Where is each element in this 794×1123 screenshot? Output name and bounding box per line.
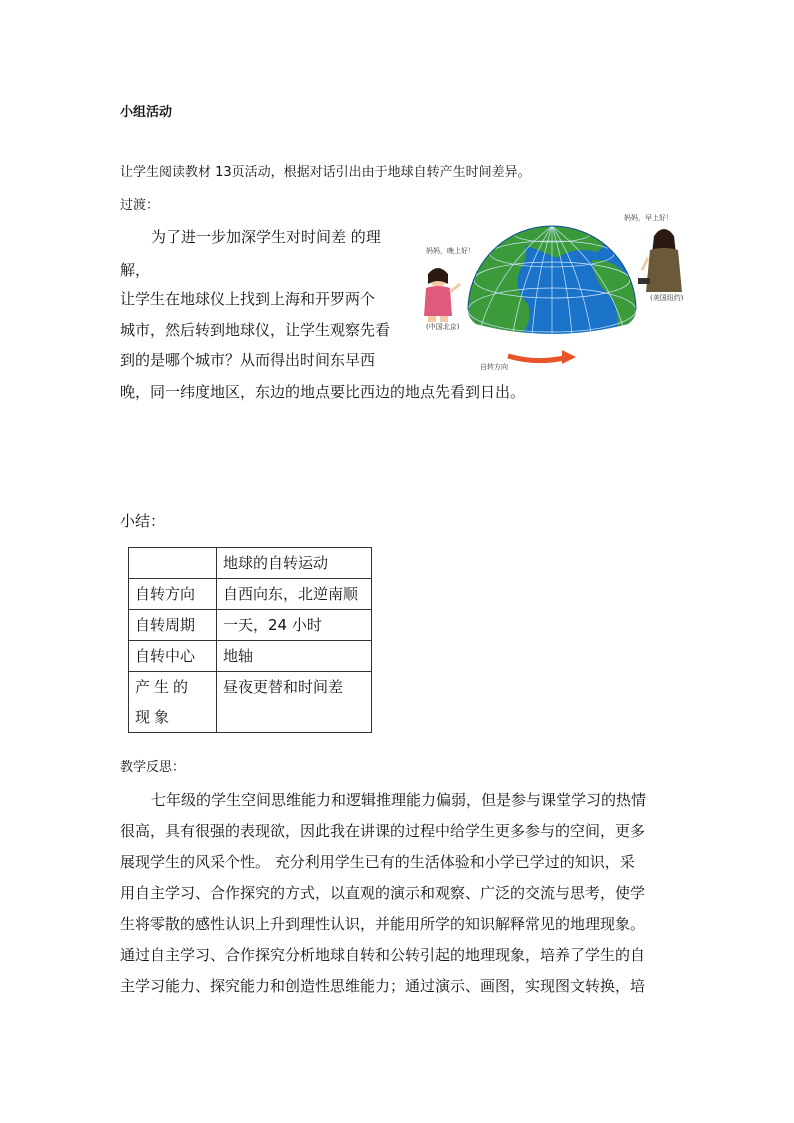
right-speech: 妈妈，早上好！ [624,214,673,222]
transition-line-3: 让学生在地球仪上找到上海和开罗两个 [120,290,376,308]
rotation-arrow [508,350,576,364]
transition-line-4: 城市，然后转到地球仪，让学生观察先看 [120,321,391,339]
table-row [129,579,372,610]
reflection-line-7: 主学习能力、探究能力和创造性思维能力；通过演示、画图，实现图文转换，培 [120,977,646,995]
table-row [129,672,372,733]
table-row-label: 自转中心 [129,641,217,672]
table-header-cell [129,548,217,579]
table-row [129,641,372,672]
reflection-label: 教学反思： [120,760,186,775]
reflection-line-4: 用自主学习、合作探究的方式，以直观的演示和观察、广泛的交流与思考，使学 [120,884,646,902]
right-woman-figure [638,229,682,292]
globe-hemisphere [456,223,639,338]
reflection-line-2: 很高，具有很强的表现欲，因此我在讲课的过程中给学生更多参与的空间，更多 [120,822,646,840]
activity-instruction: 让学生阅读教材 13页活动，根据对话引出由于地球自转产生时间差异。 [120,165,531,180]
right-caption: (美国纽约) [650,294,684,302]
transition-line-5: 到的是哪个城市？从而得出时间东早西 [120,351,376,369]
globe-svg [416,188,684,378]
globe-illustration [416,188,684,378]
transition-label: 过渡： [120,198,160,213]
transition-line-6: 晚，同一纬度地区，东边的地点要比西边的地点先看到日出。 [120,383,526,401]
table-row-label: 自转周期 [129,610,217,641]
table-header-cell: 地球的自转运动 [217,548,372,579]
summary-label: 小结： [120,512,166,530]
table-row-value: 自西向东，北逆南顺 [217,579,372,610]
table-row-value: 昼夜更替和时间差 [217,672,372,733]
transition-line-2: 解， [120,261,151,279]
reflection-line-5: 生将零散的感性认识上升到理性认识，并能用所学的知识解释常见的地理现象。 [120,915,646,933]
left-girl-figure [424,268,460,322]
table-row-value: 地轴 [217,641,372,672]
summary-table [128,547,372,733]
reflection-line-3: 展现学生的风采个性。 充分利用学生已有的生活体验和小学已学过的知识，采 [120,853,635,871]
table-row-value: 一天，24 小时 [217,610,372,641]
table-row [129,610,372,641]
left-caption: (中国北京) [426,323,460,331]
table-header-row [129,548,372,579]
activity-heading: 小组活动 [120,105,173,120]
table-row-label: 自转方向 [129,579,217,610]
transition-line-1: 为了进一步加深学生对时间差 的理 [151,228,381,246]
reflection-line-6: 通过自主学习、合作探究分析地球自转和公转引起的地理现象，培养了学生的自 [120,946,646,964]
arrow-label: 自转方向 [480,363,508,371]
left-speech: 妈妈，晚上好！ [426,247,475,255]
table-row-label: 产生的现象 [129,672,217,733]
reflection-line-1: 七年级的学生空间思维能力和逻辑推理能力偏弱，但是参与课堂学习的热情 [151,791,647,809]
